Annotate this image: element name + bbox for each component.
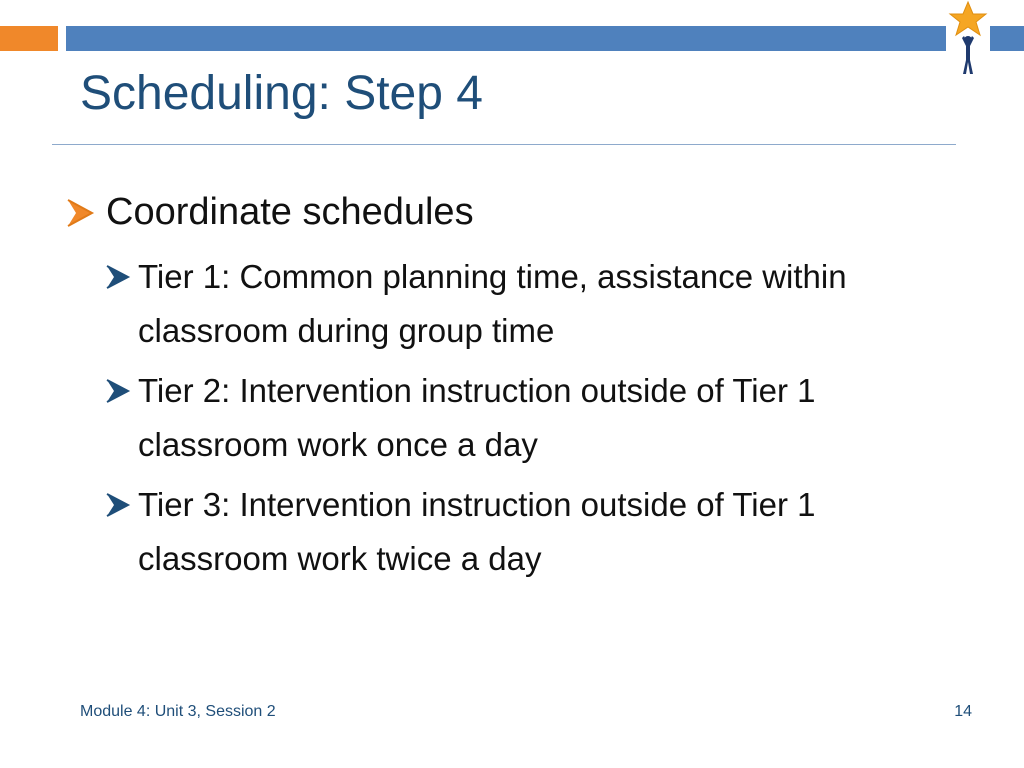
arrowhead-bullet-orange-icon: [62, 198, 102, 228]
header-bar-blue: [66, 26, 946, 51]
header-bar-orange: [0, 26, 58, 51]
header-bar-blue-end: [990, 26, 1024, 51]
title-divider: [52, 144, 956, 145]
arrowhead-bullet-blue-icon: [104, 264, 134, 290]
arrowhead-bullet-blue-icon: [104, 492, 134, 518]
star-figure-logo-icon: [946, 0, 990, 80]
slide-title: Scheduling: Step 4: [80, 67, 483, 120]
bullet-main-text: Coordinate schedules: [106, 191, 474, 233]
bullet-main: [62, 190, 962, 236]
arrowhead-bullet-blue-icon: [104, 378, 134, 404]
bullet-sub-3-text: Tier 3: Intervention instruction outside of Tier 1 classroom work twice a day: [138, 485, 816, 577]
bullet-sub-2: [104, 364, 962, 472]
bullet-sub-1: [104, 250, 962, 358]
bullet-sub-2-text: Tier 2: Intervention instruction outside of Tier 1 classroom work once a day: [138, 371, 816, 463]
bullet-sub-1-text: Tier 1: Common planning time, assistance within classroom during group time: [138, 257, 847, 349]
bullet-sub-3: [104, 478, 962, 586]
bullet-list: [62, 190, 962, 592]
footer-page-number: 14: [954, 703, 972, 720]
footer-module-label: Module 4: Unit 3, Session 2: [80, 703, 276, 720]
